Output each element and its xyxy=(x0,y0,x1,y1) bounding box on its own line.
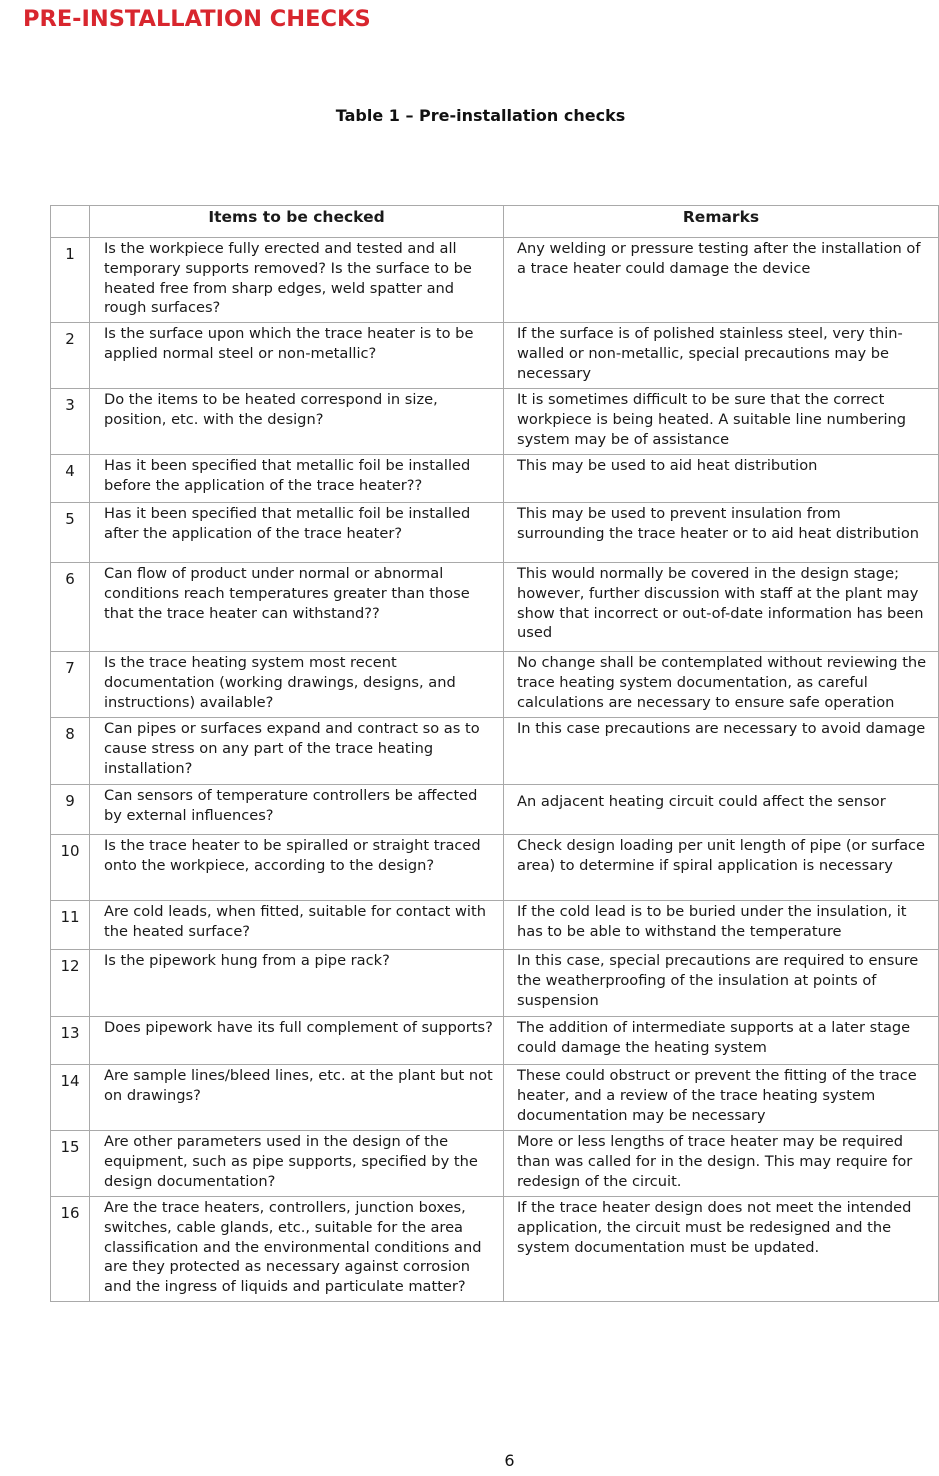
row-number: 1 xyxy=(51,238,90,323)
check-item: Do the items to be heated correspond in size, position, etc. with the design? xyxy=(90,389,504,455)
row-number: 11 xyxy=(51,901,90,950)
remark: This may be used to prevent insulation from surrounding the trace heater or to aid heat distribution xyxy=(504,503,939,563)
check-item: Are cold leads, when fitted, suitable for contact with the heated surface? xyxy=(90,901,504,950)
header-remarks: Remarks xyxy=(504,206,939,238)
remark: These could obstruct or prevent the fitting of the trace heater, and a review of the trace heating system documentation may be necessary xyxy=(504,1065,939,1131)
row-number: 15 xyxy=(51,1131,90,1197)
remark: It is sometimes difficult to be sure that the correct workpiece is being heated. A suitable line numbering system may be of assistance xyxy=(504,389,939,455)
table-header-row xyxy=(51,206,939,238)
table-row xyxy=(51,323,939,389)
remark: In this case, special precautions are required to ensure the weatherproofing of the insulation at points of suspension xyxy=(504,950,939,1017)
check-item: Is the pipework hung from a pipe rack? xyxy=(90,950,504,1017)
check-item: Is the trace heating system most recent documentation (working drawings, designs, and instructions) available? xyxy=(90,652,504,718)
table-row xyxy=(51,563,939,652)
table-row xyxy=(51,1197,939,1302)
remark: More or less lengths of trace heater may be required than was called for in the design. This may require for redesign of the circuit. xyxy=(504,1131,939,1197)
remark: Check design loading per unit length of pipe (or surface area) to determine if spiral application is necessary xyxy=(504,835,939,901)
header-number xyxy=(51,206,90,238)
remark: An adjacent heating circuit could affect the sensor xyxy=(504,785,939,835)
row-number: 10 xyxy=(51,835,90,901)
table-row xyxy=(51,835,939,901)
remark: If the surface is of polished stainless steel, very thin-walled or non-metallic, special precautions may be necessary xyxy=(504,323,939,389)
row-number: 2 xyxy=(51,323,90,389)
check-item: Does pipework have its full complement of supports? xyxy=(90,1017,504,1065)
check-item: Is the trace heater to be spiralled or straight traced onto the workpiece, according to the design? xyxy=(90,835,504,901)
table-row xyxy=(51,503,939,563)
remark: No change shall be contemplated without reviewing the trace heating system documentation, as careful calculations are necessary to ensure safe operation xyxy=(504,652,939,718)
table-row xyxy=(51,718,939,785)
row-number: 13 xyxy=(51,1017,90,1065)
remark: If the trace heater design does not meet the intended application, the circuit must be redesigned and the system documentation must be updated. xyxy=(504,1197,939,1302)
row-number: 12 xyxy=(51,950,90,1017)
check-item: Are other parameters used in the design of the equipment, such as pipe supports, specified by the design documentation? xyxy=(90,1131,504,1197)
check-item: Can sensors of temperature controllers be affected by external influences? xyxy=(90,785,504,835)
table-row xyxy=(51,901,939,950)
row-number: 8 xyxy=(51,718,90,785)
table-row xyxy=(51,455,939,503)
table-row xyxy=(51,950,939,1017)
remark: This would normally be covered in the design stage; however, further discussion with staff at the plant may show that incorrect or out-of-date information has been used xyxy=(504,563,939,652)
table-row xyxy=(51,389,939,455)
row-number: 7 xyxy=(51,652,90,718)
table-row xyxy=(51,1131,939,1197)
table-row xyxy=(51,1017,939,1065)
table-row xyxy=(51,238,939,323)
remark: Any welding or pressure testing after the installation of a trace heater could damage the device xyxy=(504,238,939,323)
check-item: Can flow of product under normal or abnormal conditions reach temperatures greater than those that the trace heater can withstand?? xyxy=(90,563,504,652)
pre-installation-checks-table xyxy=(50,205,939,1302)
row-number: 5 xyxy=(51,503,90,563)
remark: This may be used to aid heat distribution xyxy=(504,455,939,503)
row-number: 9 xyxy=(51,785,90,835)
row-number: 4 xyxy=(51,455,90,503)
row-number: 14 xyxy=(51,1065,90,1131)
check-item: Are the trace heaters, controllers, junction boxes, switches, cable glands, etc., suitable for the area classification and the environmental conditions and are they protected as necessary against corrosion and the ingress of liquids and particulate matter? xyxy=(90,1197,504,1302)
check-item: Is the workpiece fully erected and tested and all temporary supports removed? Is the surface to be heated free from sharp edges, weld spatter and rough surfaces? xyxy=(90,238,504,323)
remark: If the cold lead is to be buried under the insulation, it has to be able to withstand the temperature xyxy=(504,901,939,950)
check-item: Is the surface upon which the trace heater is to be applied normal steel or non-metallic? xyxy=(90,323,504,389)
check-item: Can pipes or surfaces expand and contract so as to cause stress on any part of the trace heating installation? xyxy=(90,718,504,785)
row-number: 16 xyxy=(51,1197,90,1302)
table-row xyxy=(51,652,939,718)
section-heading: PRE-INSTALLATION CHECKS xyxy=(23,6,371,32)
header-items: Items to be checked xyxy=(90,206,504,238)
row-number: 6 xyxy=(51,563,90,652)
remark: The addition of intermediate supports at a later stage could damage the heating system xyxy=(504,1017,939,1065)
check-item: Has it been specified that metallic foil be installed after the application of the trace heater? xyxy=(90,503,504,563)
page-number: 6 xyxy=(504,1451,515,1470)
remark: In this case precautions are necessary to avoid damage xyxy=(504,718,939,785)
table-caption: Table 1 – Pre-installation checks xyxy=(335,106,626,125)
table-row xyxy=(51,785,939,835)
table-row xyxy=(51,1065,939,1131)
row-number: 3 xyxy=(51,389,90,455)
check-item: Has it been specified that metallic foil be installed before the application of the trace heater?? xyxy=(90,455,504,503)
check-item: Are sample lines/bleed lines, etc. at the plant but not on drawings? xyxy=(90,1065,504,1131)
